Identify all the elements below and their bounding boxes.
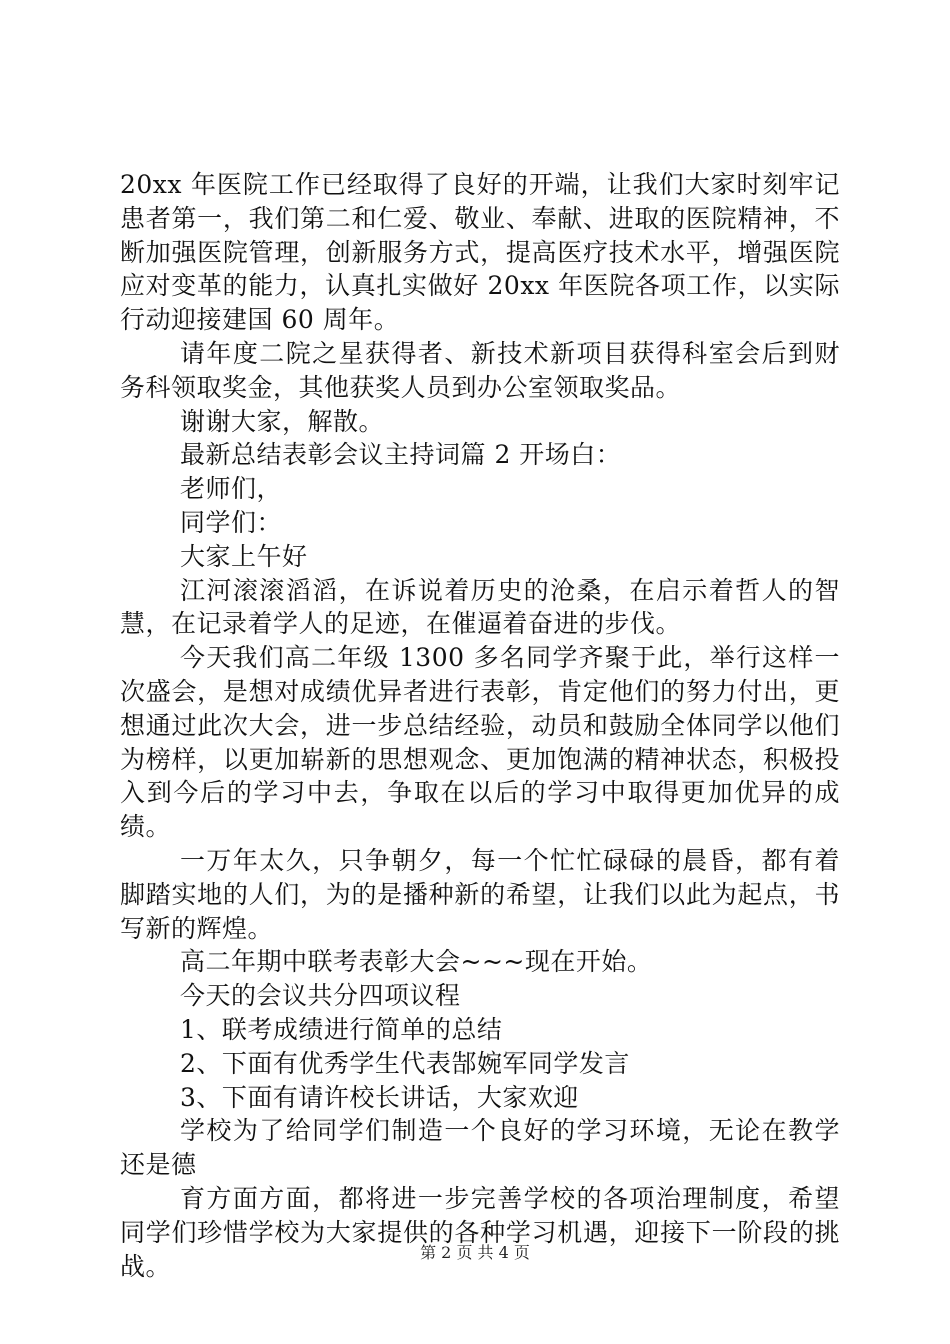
page-footer [0,1240,950,1263]
paragraph-5: 老师们， [180,474,283,504]
paragraph-3: 谢谢大家，解散。 [180,406,385,436]
paragraph-4: 最新总结表彰会议主持词篇 2 开场白： [180,440,622,470]
paragraph-8: 江河滚滚滔滔，在诉说着历史的沧桑，在启示着哲人的智慧，在记录着学人的足迹，在催逼着奋进的步伐。 [120,575,840,639]
paragraph-6: 同学们： [180,507,283,537]
paragraph-16: 学校为了给同学们制造一个良好的学习环境，无论在教学还是德 [120,1116,840,1180]
paragraph-13: 1、联考成绩进行简单的总结 [180,1014,503,1044]
paragraph-7: 大家上午好 [180,541,308,571]
paragraph-9: 今天我们高二年级 1300 多名同学齐聚于此，举行这样一次盛会，是想对成绩优异者进行表彰，肯定他们的努力付出，更想通过此次大会，进一步总结经验，动员和鼓励全体同学以他们为榜样，以更加崭新的思想观念、更加饱满的精神状态，积极投入到今后的学习中去，争取在以后的学习中取得更加优异的成绩。 [120,643,840,842]
paragraph-10: 一万年太久，只争朝夕，每一个忙忙碌碌的晨昏，都有着脚踏实地的人们，为的是播种新的希望，让我们以此为起点，书写新的辉煌。 [120,845,840,943]
paragraph-2: 请年度二院之星获得者、新技术新项目获得科室会后到财务科领取奖金，其他获奖人员到办公室领取奖品。 [120,338,840,402]
document-body [120,168,840,1283]
paragraph-14: 2、下面有优秀学生代表郜婉军同学发言 [180,1048,630,1078]
paragraph-17: 育方面方面，都将进一步完善学校的各项治理制度，希望同学们珍惜学校为大家提供的各种学习机遇，迎接下一阶段的挑战。 [120,1183,840,1281]
page-number-label: 第 2 页 共 4 页 [420,1243,530,1262]
paragraph-11: 高二年期中联考表彰大会~~~现在开始。 [180,947,653,977]
paragraph-12: 今天的会议共分四项议程 [180,981,461,1011]
paragraph-15: 3、下面有请许校长讲话，大家欢迎 [180,1082,579,1112]
paragraph-1: 20xx 年医院工作已经取得了良好的开端，让我们大家时刻牢记患者第一，我们第二和仁爱、敬业、奉献、进取的医院精神，不断加强医院管理，创新服务方式，提高医疗技术水平，增强医院应对变革的能力，认真扎实做好 20xx 年医院各项工作，以实际行动迎接建国 60 周年。 [120,170,840,335]
